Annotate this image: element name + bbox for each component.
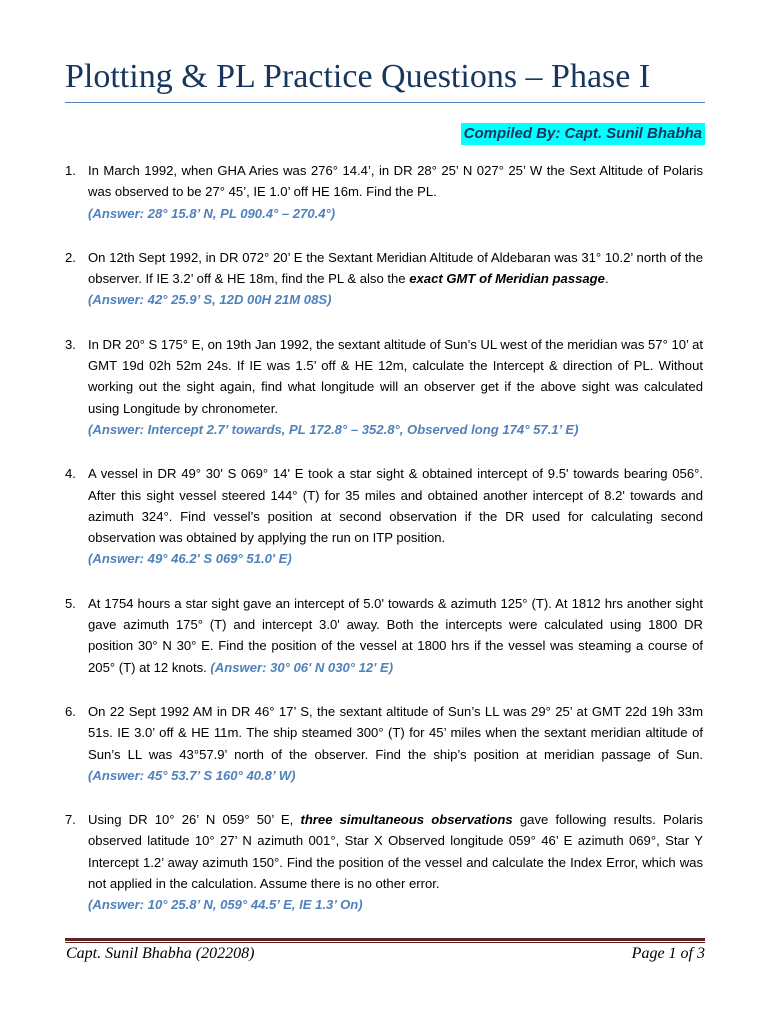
question-body-text: On 12th Sept 1992, in DR 072° 20’ E the Sextant Meridian Altitude of Aldebaran was 31° 10.2’ north of the observer. If IE 3.2’ off & HE 18m, find the PL & also the — [88, 249, 703, 287]
emphasis-text: three simultaneous observations — [300, 812, 513, 828]
question-item — [65, 160, 705, 224]
question-text — [88, 247, 703, 311]
question-body-text: A vessel in DR 49° 30' S 069° 14' E took a star sight & obtained intercept of 9.5' towards bearing 056°. After this sight vessel steered 144° (T) for 35 miles and obtained another intercept of 8.2' towards and azimuth 324°. Find vessel’s position at second observation if the DR used for calculating second observation was obtained by applying the run on ITP position. — [88, 466, 703, 546]
question-number: 3. — [65, 336, 76, 352]
question-number: 5. — [65, 595, 76, 611]
emphasis-text: exact GMT of Meridian passage — [409, 271, 605, 287]
question-list — [65, 160, 705, 916]
question-number: 7. — [65, 812, 76, 828]
question-text — [88, 701, 703, 786]
question-number: 6. — [65, 703, 76, 719]
answer-text: (Answer: Intercept 2.7’ towards, PL 172.8° – 352.8°, Observed long 174° 57.1’ E) — [88, 421, 579, 437]
question-text — [88, 160, 703, 224]
answer-text: (Answer: 28° 15.8’ N, PL 090.4° – 270.4°) — [88, 205, 336, 221]
question-item — [65, 593, 705, 678]
answer-text: (Answer: 30° 06' N 030° 12' E) — [210, 659, 394, 675]
question-body-text: In DR 20° S 175° E, on 19th Jan 1992, the sextant altitude of Sun’s UL west of the meridian was 57° 10’ at GMT 19d 02h 52m 24s. If IE was 1.5’ off & HE 12m, calculate the Intercept & direction of PL. Without working out the sight again, find what longitude will an observer get if the above sight was calculated using Longitude by chronometer. — [88, 336, 703, 416]
answer-text: (Answer: 45° 53.7’ S 160° 40.8’ W) — [88, 767, 296, 783]
question-body-text: In March 1992, when GHA Aries was 276° 14.4’, in DR 28° 25’ N 027° 25’ W the Sext Altitude of Polaris was observed to be 27° 45’, IE 1.0’ off HE 16m. Find the PL. — [88, 163, 703, 200]
question-text — [88, 593, 703, 678]
question-text — [88, 334, 703, 440]
question-body-text: On 22 Sept 1992 AM in DR 46° 17’ S, the sextant altitude of Sun’s LL was 29° 25’ at GMT 22d 19h 33m 51s. IE 3.0’ off & HE 11m. The ship steamed 300° (T) for 45’ miles when the sextant meridian altitude of Sun’s LL was 43°57.9’ north of the observer. Find the ship’s position at meridian passage of Sun. — [88, 703, 703, 762]
footer-rule-thin — [65, 942, 705, 943]
question-number: 4. — [65, 466, 76, 482]
question-body-text: Using DR 10° 26’ N 059° 50’ E, — [88, 812, 301, 828]
question-item — [65, 463, 705, 569]
question-item — [65, 334, 705, 440]
question-number: 1. — [65, 163, 76, 178]
question-text — [88, 809, 703, 915]
footer-rule-thick — [65, 938, 705, 941]
question-text — [88, 463, 703, 569]
question-body-text: At 1754 hours a star sight gave an intercept of 5.0' towards & azimuth 125° (T). At 1812 hrs another sight gave azimuth 175° (T) and intercept 3.0' away. Both the intercepts were calculated using 1800 DR position 30° N 30° E. Find the position of the vessel at 1800 hrs if the vessel was steaming a course of 205° (T) at 12 knots. — [88, 595, 703, 675]
compiled-by-label: Compiled By: Capt. Sunil Bhabha — [461, 123, 705, 145]
question-item — [65, 809, 705, 915]
question-body-text: gave following results. Polaris observed latitude 10° 27’ N azimuth 001°, Star X Observed longitude 059° 46’ E azimuth 069°, Star Y Intercept 1.2’ away azimuth 150°. Find the position of the vessel and calculate the Index Error, which was not applied in the calculation. Assume there is no other error. — [88, 812, 703, 892]
answer-text: (Answer: 10° 25.8’ N, 059° 44.5’ E, IE 1.3’ On) — [88, 897, 363, 913]
question-number: 2. — [65, 249, 76, 265]
footer-page-number: Page 1 of 3 — [631, 945, 705, 962]
title-underline — [65, 102, 705, 103]
question-item — [65, 247, 705, 311]
footer-author: Capt. Sunil Bhabha (202208) — [66, 945, 255, 962]
question-item — [65, 701, 705, 786]
answer-text: (Answer: 42° 25.9’ S, 12D 00H 21M 08S) — [88, 292, 332, 308]
question-body-text: . — [604, 271, 609, 287]
document-title: Plotting & PL Practice Questions – Phase I — [65, 58, 651, 95]
answer-text: (Answer: 49° 46.2' S 069° 51.0' E) — [88, 551, 292, 567]
